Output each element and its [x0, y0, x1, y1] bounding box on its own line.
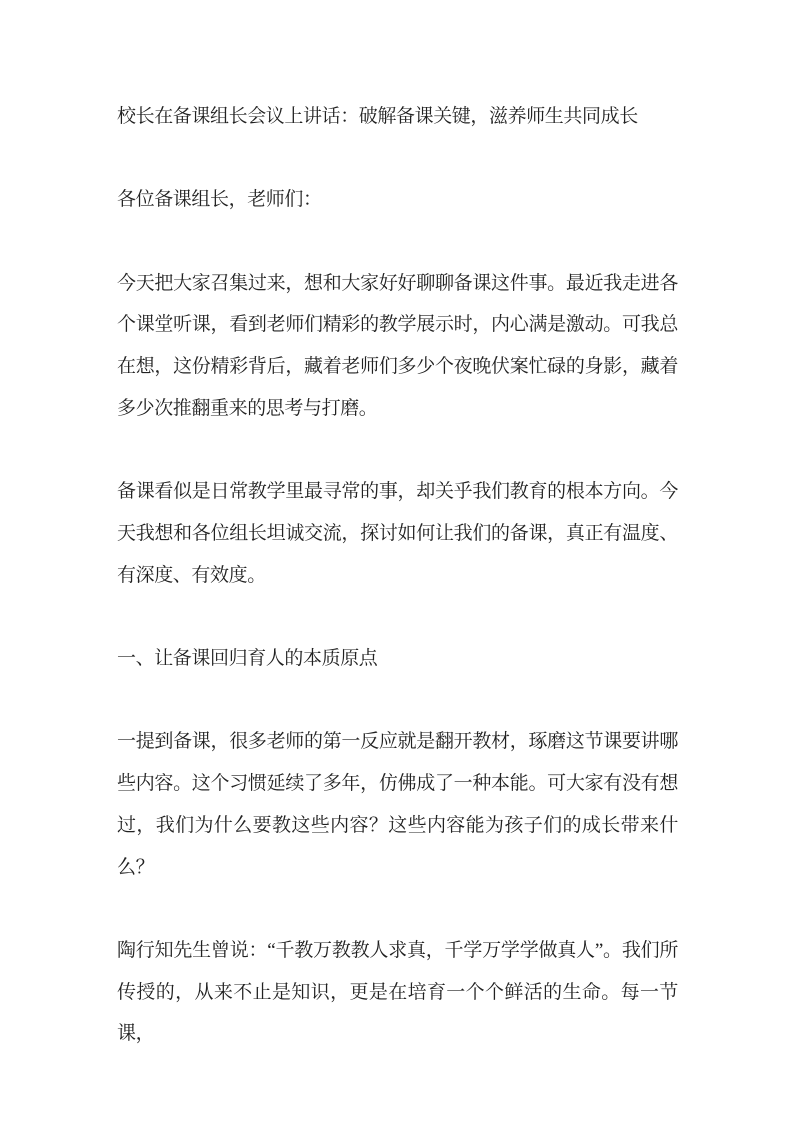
paragraph-2: 备课看似是日常教学里最寻常的事，却关乎我们教育的根本方向。今天我想和各位组长坦诚交流，探讨如何让我们的备课，真正有温度、有深度、有效度。 — [117, 481, 678, 586]
salutation: 各位备课组长，老师们： — [117, 189, 322, 211]
paragraph-1: 今天把大家召集过来，想和大家好好聊聊备课这件事。最近我走进各个课堂听课，看到老师们精彩的教学展示时，内心满是激动。可我总在想，这份精彩背后，藏着老师们多少个夜晚伏案忙碌的身影，藏着多少次推翻重来的思考与打磨。 — [117, 272, 678, 419]
section-heading-1: 一、让备课回归育人的本质原点 — [117, 648, 378, 670]
paragraph-4: 陶行知先生曾说：“千教万教教人求真，千学万学学做真人”。我们所传授的，从来不止是知识，更是在培育一个个鲜活的生命。每一节课， — [117, 939, 678, 1045]
paragraph-3: 一提到备课，很多老师的第一反应就是翻开教材，琢磨这节课要讲哪些内容。这个习惯延续了多年，仿佛成了一种本能。可大家有没有想过，我们为什么要教这些内容？这些内容能为孩子们的成长带来什么？ — [117, 731, 678, 878]
document-title: 校长在备课组长会议上讲话：破解备课关键，滋养师生共同成长 — [117, 106, 638, 127]
document-content — [117, 96, 678, 1055]
